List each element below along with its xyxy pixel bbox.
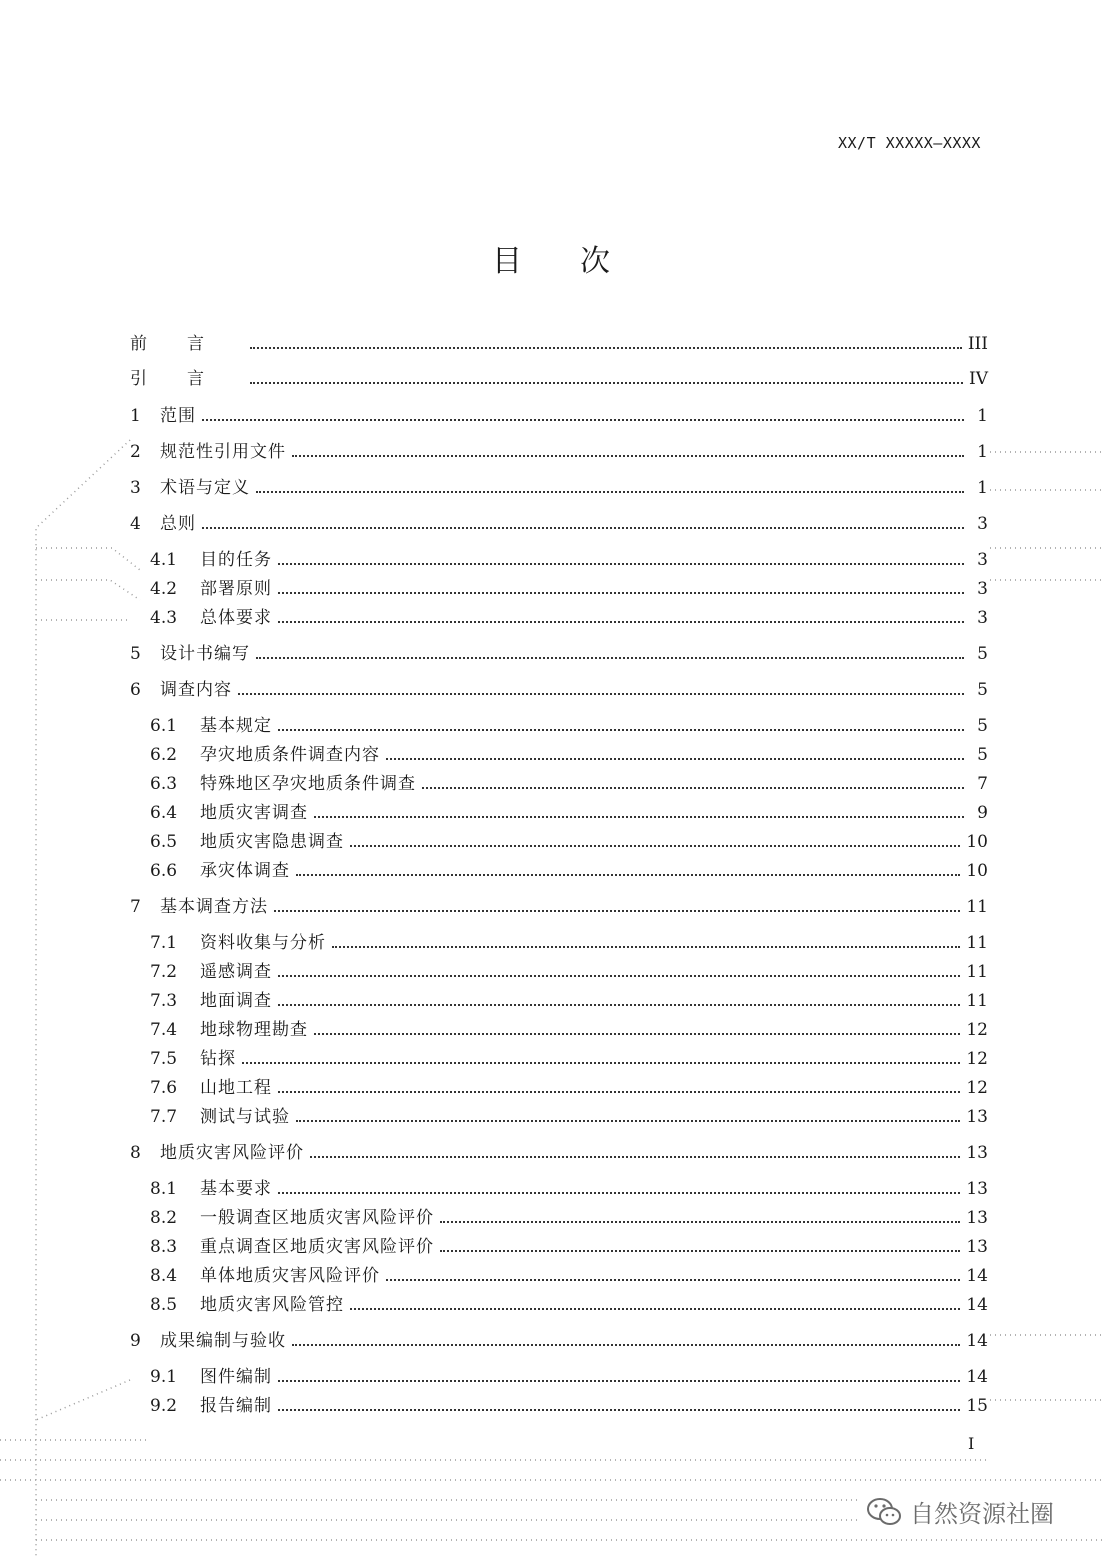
toc-entry-number: 6.5	[150, 832, 178, 852]
toc-entry-page: 3	[977, 550, 988, 570]
toc-entry[interactable]	[130, 440, 988, 464]
toc-entry-number: 7.7	[150, 1107, 178, 1127]
toc-entry[interactable]	[150, 743, 988, 767]
toc-entry-number: 7.2	[150, 962, 178, 982]
toc-entry-page: 13	[966, 1179, 988, 1199]
toc-entry-page: 14	[966, 1295, 988, 1315]
dot-leader	[422, 787, 964, 789]
toc-entry[interactable]	[150, 830, 988, 854]
dot-leader	[278, 1004, 960, 1006]
toc-entry-page: 12	[966, 1020, 988, 1040]
toc-entry-number: 4.2	[150, 579, 178, 599]
toc-entry-label: 一般调查区地质灾害风险评价	[200, 1208, 434, 1228]
toc-entry[interactable]	[130, 332, 988, 356]
toc-entry-number: 2	[130, 442, 141, 462]
toc-entry-page: 14	[966, 1266, 988, 1286]
toc-entry-number: 3	[130, 478, 141, 498]
toc-entry[interactable]	[150, 1365, 988, 1389]
dot-leader	[242, 1062, 960, 1064]
toc-entry-number: 8.4	[150, 1266, 178, 1286]
toc-entry-label: 基本规定	[200, 716, 272, 736]
toc-entry-page: 12	[966, 1078, 988, 1098]
watermark	[866, 1494, 1054, 1529]
dot-leader	[278, 975, 960, 977]
toc-entry-number: 4.3	[150, 608, 178, 628]
toc-entry-page: 7	[977, 774, 988, 794]
toc-entry[interactable]	[130, 476, 988, 500]
toc-entry-number: 4	[130, 514, 141, 534]
toc-entry-page: 1	[977, 442, 988, 462]
page-title: 目次	[492, 244, 668, 279]
toc-entry[interactable]	[150, 1235, 988, 1259]
toc-entry-number: 6.2	[150, 745, 178, 765]
toc-entry[interactable]	[150, 1206, 988, 1230]
dot-leader	[296, 1120, 960, 1122]
toc-entry-number: 7	[130, 897, 141, 917]
toc-entry-number: 7.6	[150, 1078, 178, 1098]
dot-leader	[296, 874, 960, 876]
toc-entry-label: 术语与定义	[160, 478, 250, 498]
toc-entry-label: 目的任务	[200, 550, 272, 570]
toc-entry-number: 6.1	[150, 716, 178, 736]
toc-entry-label: 总体要求	[200, 608, 272, 628]
toc-entry[interactable]	[150, 1076, 988, 1100]
toc-entry-page: 5	[977, 716, 988, 736]
toc-entry-label: 遥感调查	[200, 962, 272, 982]
toc-entry-label: 部署原则	[200, 579, 272, 599]
toc-entry-label: 基本要求	[200, 1179, 272, 1199]
toc-entry-number: 6	[130, 680, 141, 700]
toc-entry-label: 地质灾害风险管控	[200, 1295, 344, 1315]
toc-entry-page: 3	[977, 579, 988, 599]
toc-entry-page: IV	[969, 369, 988, 389]
watermark-text: 自然资源社圈	[910, 1500, 1054, 1528]
dot-leader	[278, 1380, 960, 1382]
toc-entry-number: 9	[130, 1331, 141, 1351]
toc-entry-label: 图件编制	[200, 1367, 272, 1387]
dot-leader	[278, 592, 964, 594]
toc-entry-label: 特殊地区孕灾地质条件调查	[200, 774, 416, 794]
toc-entry-number: 8.3	[150, 1237, 178, 1257]
dot-leader	[440, 1250, 960, 1252]
toc-entry[interactable]	[130, 1329, 988, 1353]
dot-leader	[256, 657, 964, 659]
toc-entry[interactable]	[150, 960, 988, 984]
toc-entry-label: 设计书编写	[160, 644, 250, 664]
toc-entry-label: 成果编制与验收	[160, 1331, 286, 1351]
toc-entry-number: 6.3	[150, 774, 178, 794]
toc-entry-number: 7.5	[150, 1049, 178, 1069]
dot-leader	[202, 527, 964, 529]
toc-entry-page: 10	[966, 832, 988, 852]
dot-leader	[332, 946, 960, 948]
toc-entry[interactable]	[150, 548, 988, 572]
toc-entry-page: 9	[977, 803, 988, 823]
toc-entry-page: 13	[966, 1208, 988, 1228]
toc-entry-label: 重点调查区地质灾害风险评价	[200, 1237, 434, 1257]
dot-leader	[292, 1344, 960, 1346]
standard-code: XX/T XXXXX—XXXX	[838, 134, 981, 152]
toc-entry[interactable]	[150, 801, 988, 825]
toc-entry-label: 调查内容	[160, 680, 232, 700]
toc-entry[interactable]	[150, 577, 988, 601]
toc-entry-label: 孕灾地质条件调查内容	[200, 745, 380, 765]
toc-entry-page: 15	[966, 1396, 988, 1416]
toc-entry-label: 规范性引用文件	[160, 442, 286, 462]
dot-leader	[278, 1409, 960, 1411]
dot-leader	[256, 491, 964, 493]
toc-entry-number: 8.1	[150, 1179, 178, 1199]
toc-entry-label: 地面调查	[200, 991, 272, 1011]
toc-entry[interactable]	[150, 931, 988, 955]
toc-entry[interactable]	[150, 714, 988, 738]
toc-entry-page: 11	[966, 991, 988, 1011]
toc-entry-label: 资料收集与分析	[200, 933, 326, 953]
toc-entry-number: 5	[130, 644, 141, 664]
toc-entry-page: 13	[966, 1237, 988, 1257]
toc-entry-page: 14	[966, 1367, 988, 1387]
toc-entry-label: 范围	[160, 406, 196, 426]
toc-entry-page: 5	[977, 680, 988, 700]
toc-entry-label: 地质灾害调查	[200, 803, 308, 823]
toc-entry[interactable]	[150, 1047, 988, 1071]
toc-entry[interactable]	[150, 1018, 988, 1042]
toc-entry-page: 13	[966, 1107, 988, 1127]
toc-entry-page: 3	[977, 608, 988, 628]
toc-entry-number: 7.4	[150, 1020, 178, 1040]
toc-entry[interactable]	[130, 404, 988, 428]
dot-leader	[278, 1091, 960, 1093]
dot-leader	[386, 758, 964, 760]
toc-entry[interactable]	[150, 772, 988, 796]
toc-entry-page: 5	[977, 644, 988, 664]
dot-leader	[350, 845, 960, 847]
toc-entry-page: III	[967, 334, 988, 354]
dot-leader	[278, 621, 964, 623]
dot-leader	[250, 347, 962, 349]
toc-entry-label: 地质灾害隐患调查	[200, 832, 344, 852]
toc-entry-number: 6.4	[150, 803, 178, 823]
toc-entry-label: 引言	[130, 369, 244, 389]
dot-leader	[314, 1033, 960, 1035]
toc-entry-number: 8	[130, 1143, 141, 1163]
toc-entry-label: 山地工程	[200, 1078, 272, 1098]
toc-entry[interactable]	[150, 859, 988, 883]
toc-entry-number: 7.3	[150, 991, 178, 1011]
dot-leader	[292, 455, 964, 457]
toc-entry-label: 总则	[160, 514, 196, 534]
toc-entry-label: 地球物理勘查	[200, 1020, 308, 1040]
toc-entry-page: 14	[966, 1331, 988, 1351]
wechat-icon	[866, 1497, 902, 1527]
toc-entry-number: 9.2	[150, 1396, 178, 1416]
toc-entry-page: 10	[966, 861, 988, 881]
toc-entry[interactable]	[130, 895, 988, 919]
toc-entry[interactable]	[150, 989, 988, 1013]
toc-entry[interactable]	[150, 1394, 988, 1418]
toc-entry[interactable]	[130, 512, 988, 536]
dot-leader	[386, 1279, 960, 1281]
toc-entry-number: 9.1	[150, 1367, 178, 1387]
page-number: I	[968, 1434, 975, 1453]
toc-entry[interactable]	[130, 367, 988, 391]
toc-entry[interactable]	[130, 1141, 988, 1165]
toc-entry-page: 12	[966, 1049, 988, 1069]
toc-entry-page: 3	[977, 514, 988, 534]
dot-leader	[278, 563, 964, 565]
dot-leader	[250, 382, 963, 384]
dot-leader	[310, 1156, 960, 1158]
toc-entry-label: 前言	[130, 334, 244, 354]
toc-entry-page: 1	[977, 478, 988, 498]
toc-entry[interactable]	[150, 1177, 988, 1201]
dot-leader	[278, 729, 964, 731]
toc-entry-page: 1	[977, 406, 988, 426]
dot-leader	[202, 419, 964, 421]
toc-entry[interactable]	[150, 1293, 988, 1317]
dot-leader	[278, 1192, 960, 1194]
dot-leader	[274, 910, 960, 912]
dot-leader	[238, 693, 964, 695]
toc-entry-page: 11	[966, 897, 988, 917]
toc-entry-number: 4.1	[150, 550, 178, 570]
toc-entry-number: 7.1	[150, 933, 178, 953]
toc-entry-number: 8.2	[150, 1208, 178, 1228]
toc-entry-page: 13	[966, 1143, 988, 1163]
toc-entry[interactable]	[150, 606, 988, 630]
toc-entry[interactable]	[150, 1264, 988, 1288]
toc-entry-label: 基本调查方法	[160, 897, 268, 917]
toc-entry[interactable]	[130, 678, 988, 702]
dot-leader	[314, 816, 964, 818]
toc-entry[interactable]	[150, 1105, 988, 1129]
toc-entry-page: 11	[966, 933, 988, 953]
toc-entry-number: 6.6	[150, 861, 178, 881]
dot-leader	[350, 1308, 960, 1310]
toc-entry-number: 8.5	[150, 1295, 178, 1315]
dot-leader	[440, 1221, 960, 1223]
toc-entry-label: 地质灾害风险评价	[160, 1143, 304, 1163]
toc-entry-label: 单体地质灾害风险评价	[200, 1266, 380, 1286]
toc-entry[interactable]	[130, 642, 988, 666]
toc-entry-number: 1	[130, 406, 141, 426]
toc-entry-page: 11	[966, 962, 988, 982]
toc-entry-label: 报告编制	[200, 1396, 272, 1416]
toc-entry-label: 钻探	[200, 1049, 236, 1069]
toc-entry-label: 测试与试验	[200, 1107, 290, 1127]
toc-entry-label: 承灾体调查	[200, 861, 290, 881]
toc-entry-page: 5	[977, 745, 988, 765]
